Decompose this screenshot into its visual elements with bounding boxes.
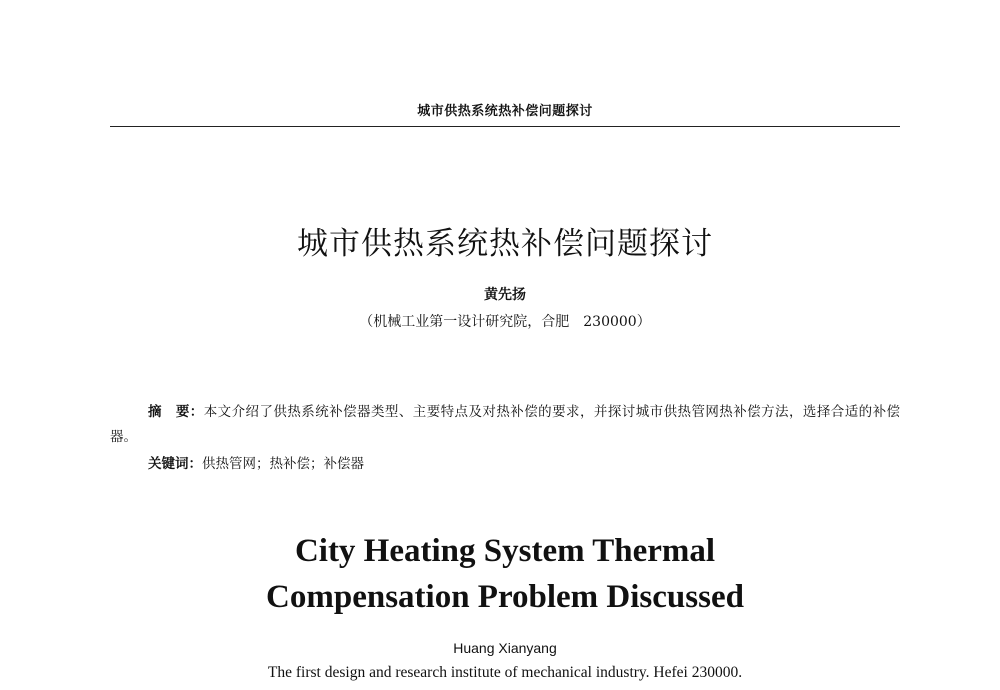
- running-header: 城市供热系统热补偿问题探讨: [417, 104, 593, 119]
- paper-title-en-line2: Compensation Problem Discussed: [266, 579, 744, 615]
- author-cn: 黄先扬: [484, 287, 526, 303]
- abstract-label: 摘 要：: [148, 404, 204, 420]
- keywords: [148, 452, 900, 477]
- keywords-text: 供热管网；热补偿；补偿器: [202, 456, 364, 472]
- author-en: Huang Xianyang: [453, 640, 557, 656]
- paper-title-en: [110, 528, 900, 620]
- keywords-label: 关键词：: [148, 456, 202, 472]
- abstract-text: 本文介绍了供热系统补偿器类型、主要特点及对热补偿的要求，并探讨城市供热管网热补偿方法，选择合适的补偿器。: [110, 404, 901, 445]
- paper-title-en-line1: City Heating System Thermal: [294, 533, 716, 569]
- affiliation-en: The first design and research institute of mechanical industry. Hefei 230000.: [267, 664, 743, 681]
- abstract: [110, 400, 900, 450]
- affiliation-cn: （机械工业第一设计研究院，合肥 230000）: [359, 314, 651, 330]
- header-rule: [110, 126, 900, 127]
- paper-title-cn: 城市供热系统热补偿问题探讨: [297, 226, 713, 262]
